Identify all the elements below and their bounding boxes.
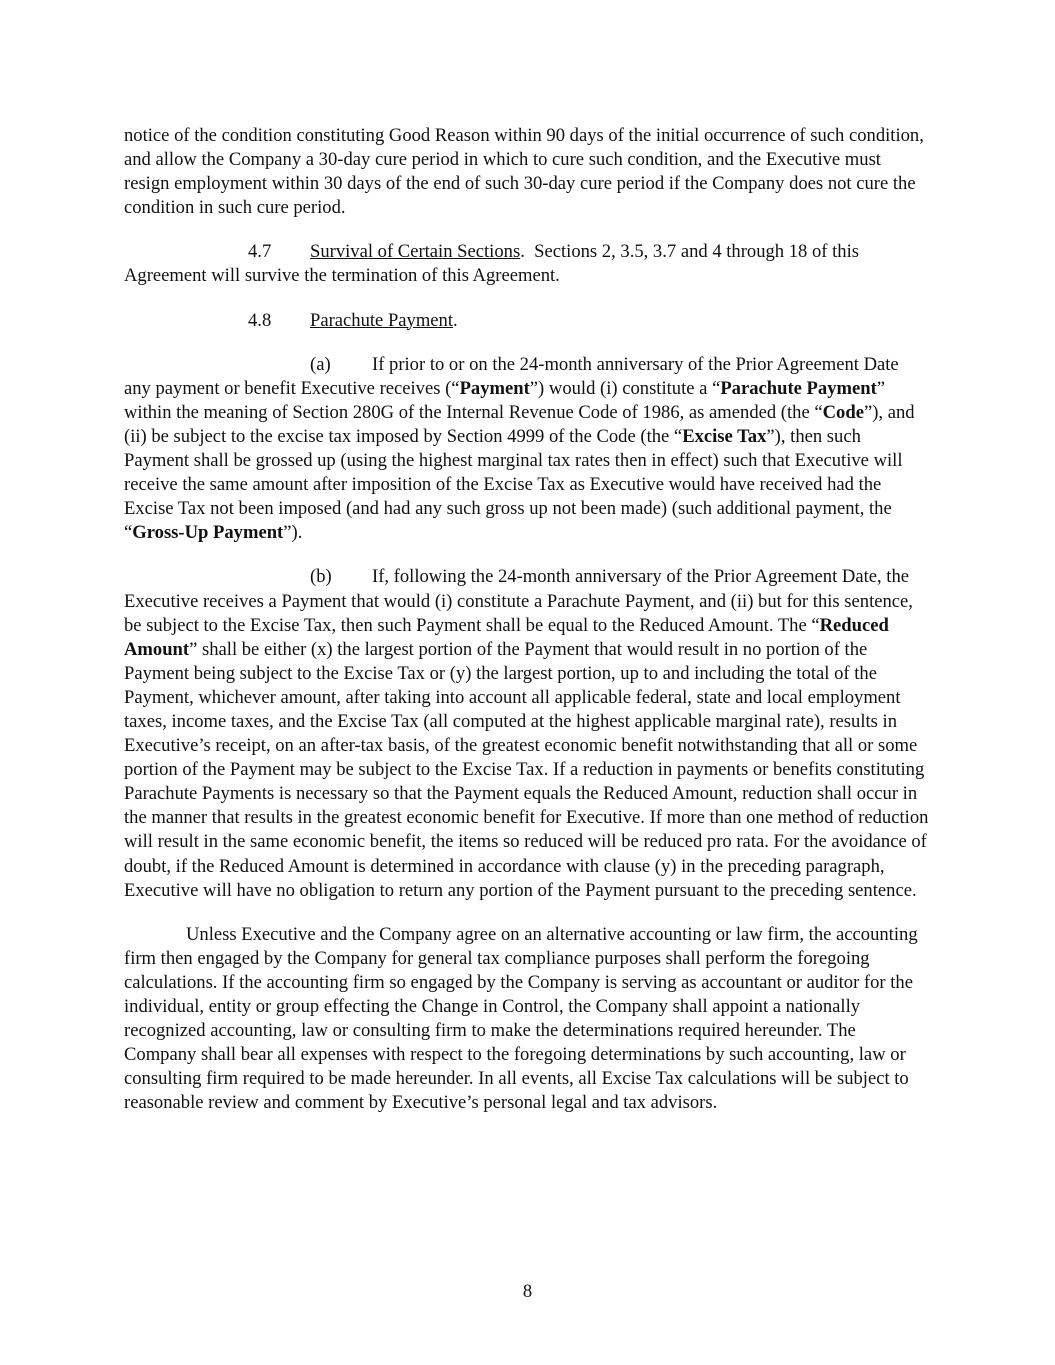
defined-term-parachute-payment: Parachute Payment bbox=[720, 377, 877, 399]
subsection-a-label: (a) bbox=[310, 353, 331, 375]
document-page bbox=[124, 124, 930, 1135]
defined-term-gross-up-payment: Gross-Up Payment bbox=[132, 522, 284, 544]
section-4-7: 4.7 Survival of Certain Sections. Sections 2, 3.5, 3.7 and 4 through 18 of this Agreement will survive the termination of this Agreement. bbox=[124, 241, 863, 287]
subsection-a: (a) If prior to or on the 24-month anniversary of the Prior Agreement Date any payment or benefit Executive receives (“Payment”) would (i) constitute a “Parachute Payment” within the meaning of Section 280G of the Internal Revenue Code of 1986, as amended (the “Code”), and (ii) be subject to the excise tax imposed by Section 4999 of the Code (the “Excise Tax”), then such Payment shall be grossed up (using the highest marginal tax rates then in effect) such that Executive will receive the same amount after imposition of the Excise Tax as Executive would have received had the Excise Tax not been imposed (and had any such gross up not been made) (such additional payment, the “Gross-Up Payment”). bbox=[124, 353, 915, 544]
page-number: 8 bbox=[522, 1281, 533, 1302]
section-4-8: 4.8 Parachute Payment. bbox=[124, 309, 930, 333]
defined-term-reduced-amount: Reduced Amount bbox=[124, 614, 889, 660]
closing-paragraph: Unless Executive and the Company agree on an alternative accounting or law firm, the accounting firm then engaged by the Company for general tax compliance purposes shall perform the foregoing calculations. If the accounting firm so engaged by the Company is serving as accountant or auditor for the individual, entity or group effecting the Change in Control, the Company shall appoint a nationally recognized accounting, law or consulting firm to make the determinations required hereunder. The Company shall bear all expenses with respect to the foregoing determinations by such accounting, law or consulting firm required to be made hereunder. In all events, all Excise Tax calculations will be subject to reasonable review and comment by Executive’s personal legal and tax advisors. bbox=[124, 923, 918, 1114]
section-4-8-number: 4.8 bbox=[248, 309, 272, 331]
subsection-b-label: (b) bbox=[310, 566, 332, 588]
defined-term-excise-tax: Excise Tax bbox=[682, 425, 767, 447]
section-4-8-heading: Parachute Payment bbox=[310, 309, 454, 331]
defined-term-code: Code bbox=[822, 401, 864, 423]
continuation-paragraph: notice of the condition constituting Good Reason within 90 days of the initial occurrence of such condition, and allow the Company a 30-day cure period in which to cure such condition, and the Executive must resign employment within 30 days of the end of such 30-day cure period if the Company does not cure the condition in such cure period. bbox=[124, 125, 924, 219]
section-4-7-body: Sections 2, 3.5, 3.7 and 4 through 18 of this Agreement will survive the termination of this Agreement. bbox=[124, 241, 863, 287]
subsection-b: (b) If, following the 24-month anniversary of the Prior Agreement Date, the Executive receives a Payment that would (i) constitute a Parachute Payment, and (ii) but for this sentence, be subject to the Excise Tax, then such Payment shall be equal to the Reduced Amount. The “Reduced Amount” shall be either (x) the largest portion of the Payment that would result in no portion of the Payment being subject to the Excise Tax or (y) the largest portion, up to and including the total of the Payment, whichever amount, after taking into account all applicable federal, state and local employment taxes, income taxes, and the Excise Tax (all computed at the highest applicable marginal rate), results in Executive’s receipt, on an after-tax basis, of the greatest economic benefit notwithstanding that all or some portion of the Payment may be subject to the Excise Tax. If a reduction in payments or benefits constituting Parachute Payments is necessary so that the Payment equals the Reduced Amount, reduction shall occur in the manner that results in the greatest economic benefit for Executive. If more than one method of reduction will result in the same economic benefit, the items so reduced will be reduced pro rata. For the avoidance of doubt, if the Reduced Amount is determined in accordance with clause (y) in the preceding paragraph, Executive will have no obligation to return any portion of the Payment pursuant to the preceding sentence. bbox=[124, 566, 929, 901]
defined-term-payment: Payment bbox=[459, 377, 530, 399]
section-4-7-number: 4.7 bbox=[248, 241, 272, 263]
section-4-7-heading: Survival of Certain Sections bbox=[310, 241, 521, 263]
